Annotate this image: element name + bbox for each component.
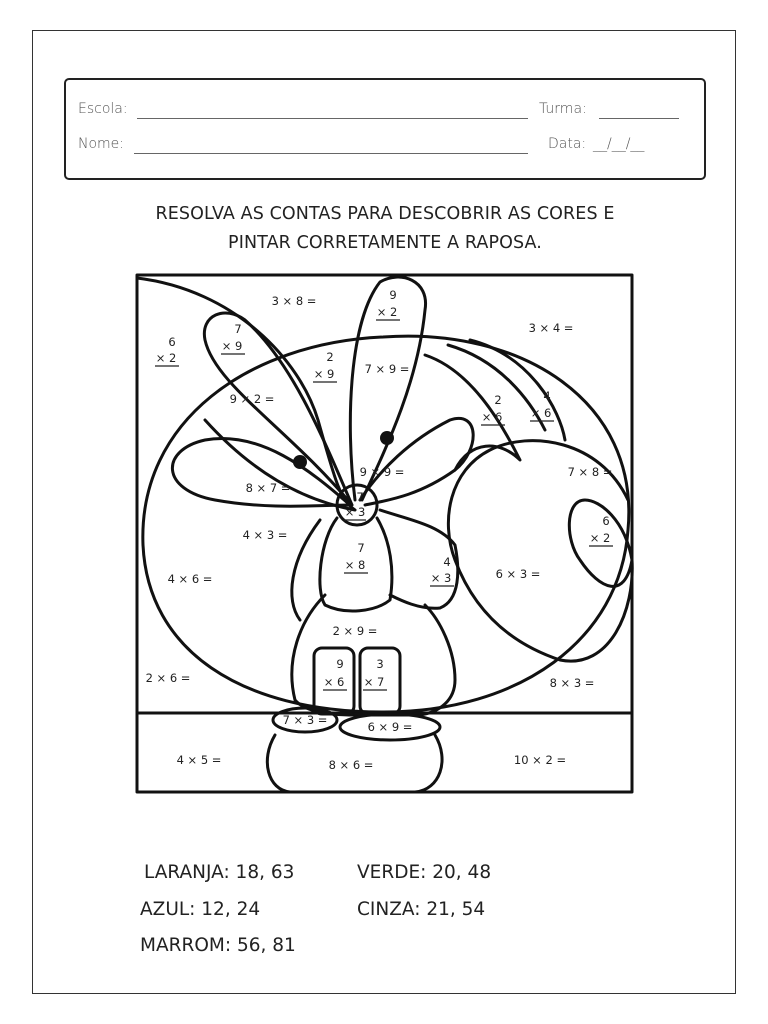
- problem-9x2: 9 × 2 =: [229, 392, 275, 406]
- problem-8x6: 8 × 6 =: [328, 758, 374, 772]
- problem-7x9-top: 7: [234, 322, 242, 336]
- key-orange: LARANJA: 18, 63: [144, 862, 295, 883]
- problem-7x3-top: 7: [356, 490, 364, 504]
- key-blue: AZUL: 12, 24: [140, 899, 261, 920]
- problem-6x2-top: 6: [168, 335, 176, 349]
- key-gray: CINZA: 21, 54: [357, 899, 486, 920]
- problem-9x6-bottom: × 6: [323, 675, 345, 689]
- problem-2x6-bottom: × 6: [481, 410, 503, 424]
- date-field[interactable]: __/__/__: [593, 136, 645, 152]
- problem-4x6-bottom: × 6: [530, 406, 552, 420]
- problem-2x9: 2 × 9 =: [332, 624, 378, 638]
- problem-10x2: 10 × 2 =: [513, 753, 567, 767]
- eye-left: [293, 455, 307, 469]
- problem-3x4: 3 × 4 =: [528, 321, 574, 335]
- problem-7x8-bottom: × 8: [344, 558, 366, 572]
- problem-4x6-top: 4: [543, 389, 551, 403]
- problem-9x2-top: 9: [389, 288, 397, 302]
- problem-6x3: 6 × 3 =: [495, 567, 541, 581]
- problem-6x2-bottom: × 2: [155, 351, 177, 365]
- problem-6x2b-top: 6: [602, 514, 610, 528]
- problem-8x3: 8 × 3 =: [549, 676, 595, 690]
- head-right-petal: [360, 418, 473, 505]
- problem-4x3: 4 × 3 =: [242, 528, 288, 542]
- instruction-line-1: RESOLVA AS CONTAS PARA DESCOBRIR AS CORES E: [155, 204, 615, 224]
- problem-9x2-bottom: × 2: [376, 305, 398, 319]
- eye-right: [380, 431, 394, 445]
- problem-9x6-top: 9: [336, 657, 344, 671]
- key-brown: MARROM: 56, 81: [140, 935, 296, 956]
- problem-3x7-bottom: × 7: [363, 675, 385, 689]
- problem-7x9-bottom: × 9: [221, 339, 243, 353]
- name-label: Nome:: [78, 136, 125, 152]
- instruction-line-2: PINTAR CORRETAMENTE A RAPOSA.: [228, 233, 542, 253]
- belly: [292, 595, 455, 715]
- problem-7x9: 7 × 9 =: [364, 362, 410, 376]
- problem-2x9-bottom: × 9: [313, 367, 335, 381]
- problem-9x9: 9 × 9 =: [359, 465, 405, 479]
- date-label: Data:: [548, 136, 587, 152]
- problem-7x8: 7 × 8 =: [567, 465, 613, 479]
- class-label: Turma:: [539, 101, 587, 117]
- body-outline: [143, 336, 629, 712]
- problem-2x6-top: 2: [494, 393, 502, 407]
- problem-8x7: 8 × 7 =: [245, 481, 291, 495]
- school-label: Escola:: [78, 101, 128, 117]
- key-green: VERDE: 20, 48: [357, 862, 492, 883]
- cheek-swirl: [425, 355, 520, 470]
- problem-3x7-top: 3: [376, 657, 384, 671]
- problem-7x3-bottom: × 3: [344, 505, 366, 519]
- problem-2x9-top: 2: [326, 350, 334, 364]
- problem-7x3: 7 × 3 =: [282, 713, 328, 727]
- problem-4x6: 4 × 6 =: [167, 572, 213, 586]
- problem-6x2b-bottom: × 2: [589, 531, 611, 545]
- problem-3x8: 3 × 8 =: [271, 294, 317, 308]
- problem-4x3v-top: 4: [443, 555, 451, 569]
- problem-6x9: 6 × 9 =: [367, 720, 413, 734]
- problem-4x5: 4 × 5 =: [176, 753, 222, 767]
- problem-7x8-top: 7: [357, 541, 365, 555]
- problem-4x3v-bottom: × 3: [430, 571, 452, 585]
- problem-2x6: 2 × 6 =: [145, 671, 191, 685]
